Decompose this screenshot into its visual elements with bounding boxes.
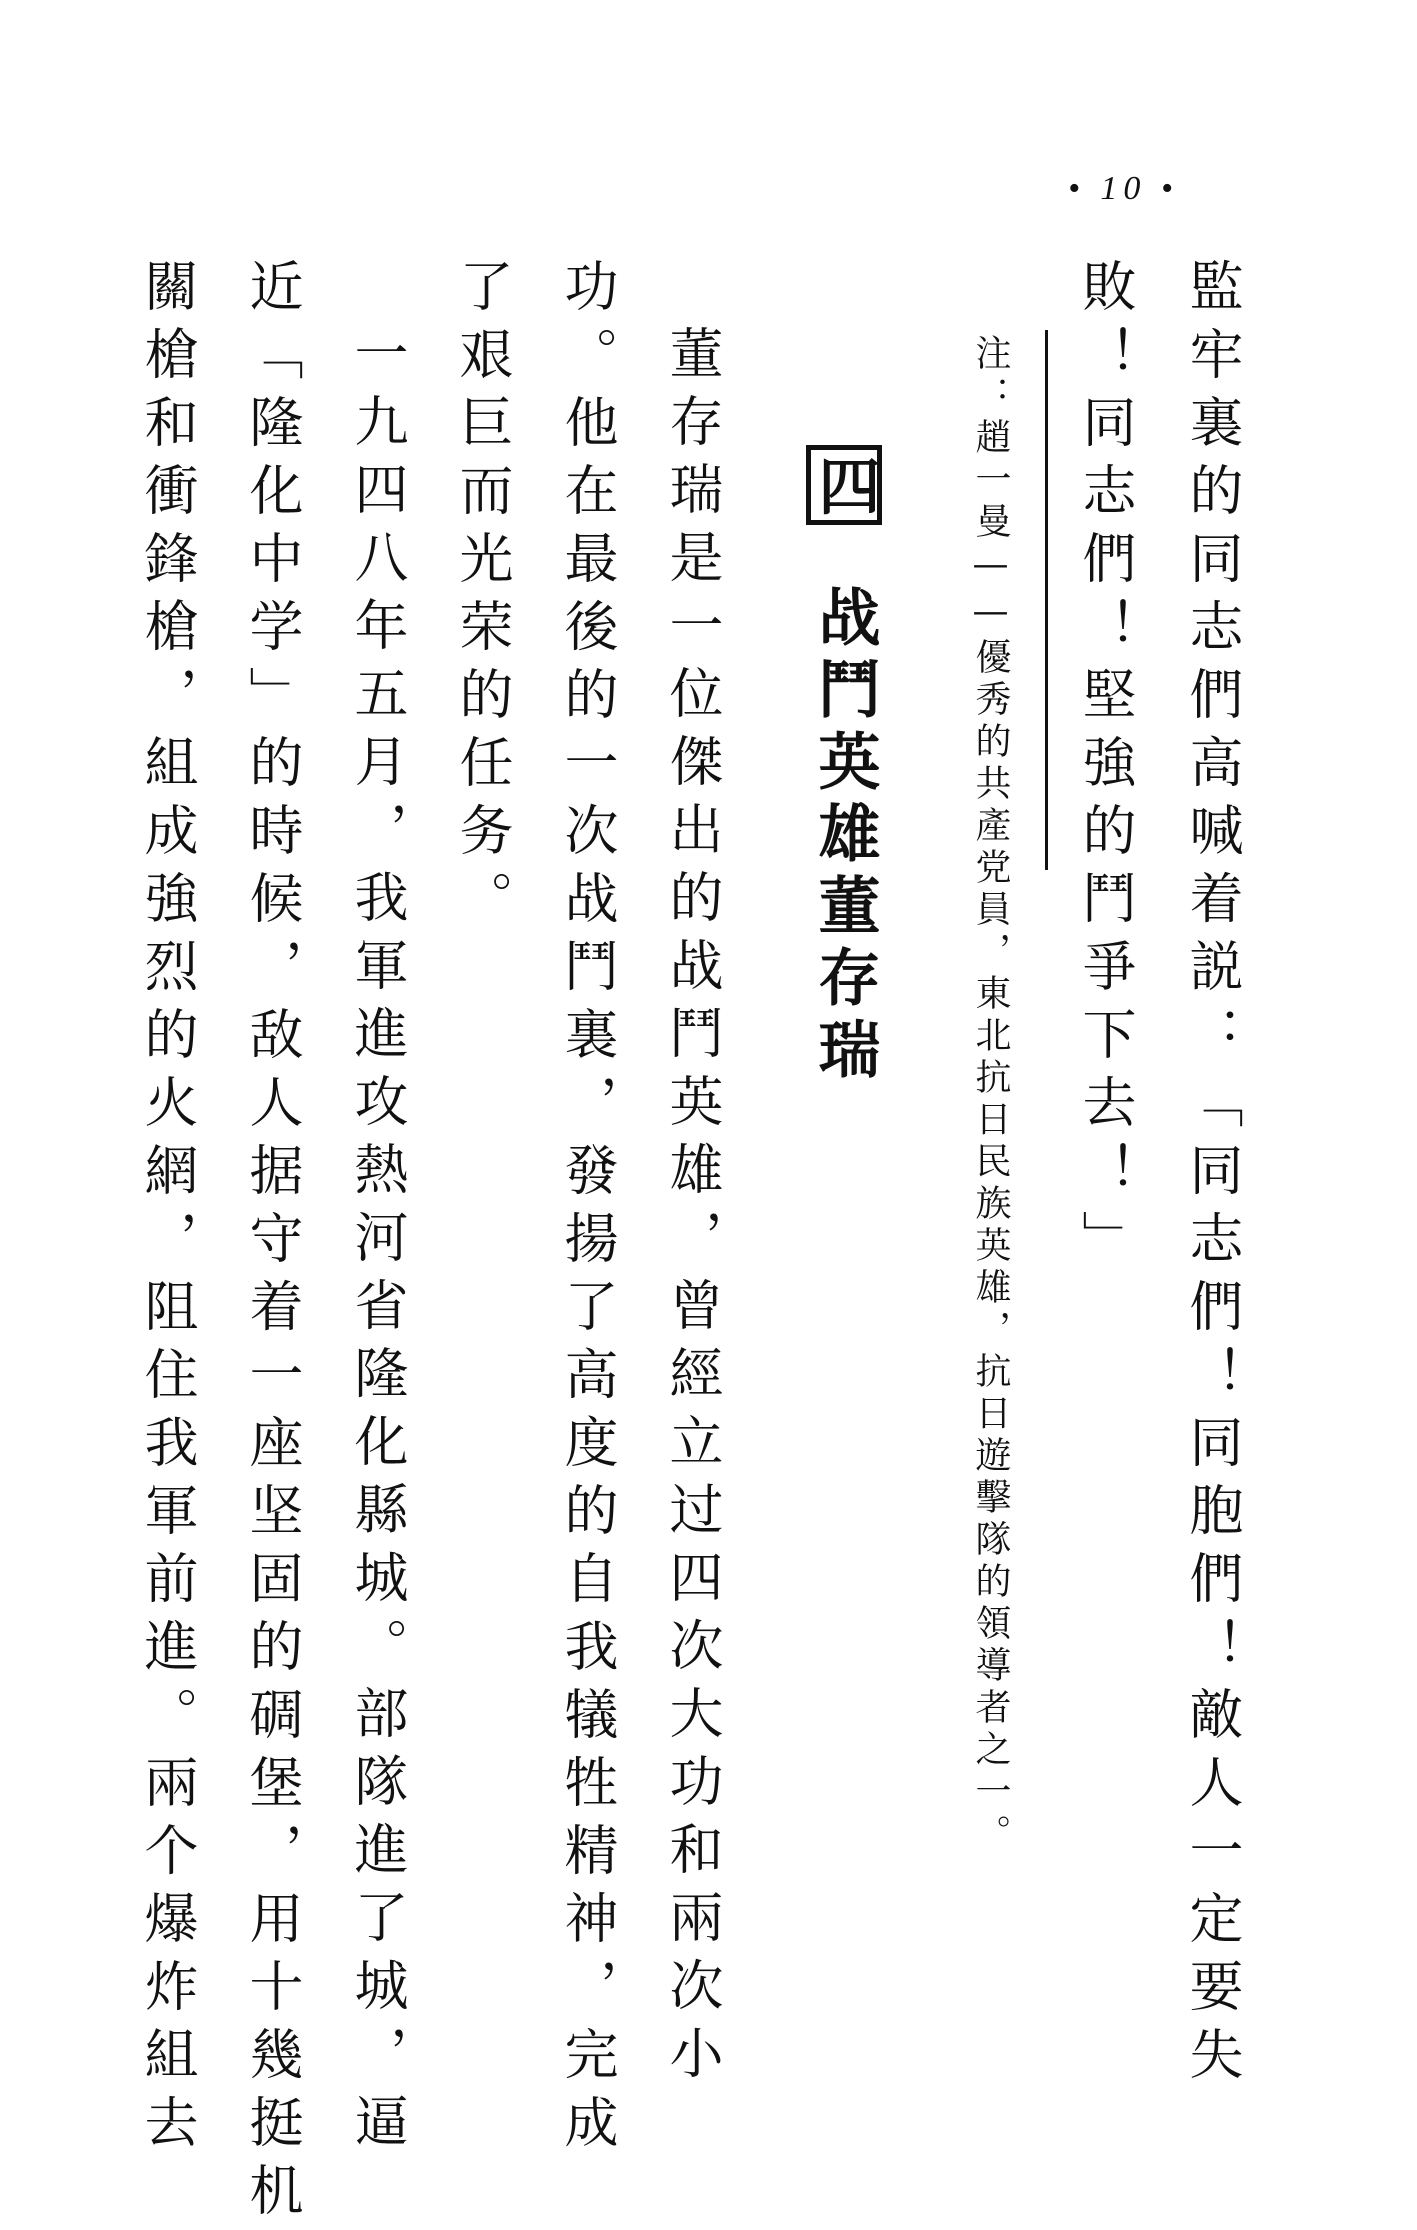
footnote: 注：趙一曼——優秀的共產党員，東北抗日民族英雄，抗日遊擊隊的領導者之一。 xyxy=(970,334,1011,1856)
section-heading xyxy=(806,445,882,1089)
section-title: 战鬥英雄董存瑞 xyxy=(808,585,881,1089)
text-column-5: 功。他在最後的一次战鬥裏，發揚了高度的自我犠牲精神，完成 xyxy=(556,258,619,2162)
text-column-7: 一九四八年五月，我軍進攻熱河省隆化縣城。部隊進了城，逼 xyxy=(346,325,409,2161)
text-column-1: 監牢裏的同志們高喊着説：「同志們！同胞們！敵人一定要失 xyxy=(1181,258,1244,2094)
text-column-6: 了艰巨而光荣的任务。 xyxy=(451,258,514,938)
footnote-divider xyxy=(1045,330,1048,870)
text-column-4: 董存瑞是一位傑出的战鬥英雄，曾經立过四次大功和兩次小 xyxy=(661,325,724,2093)
text-column-8: 近「隆化中学」的時候，敌人据守着一座坚固的碉堡，用十幾挺机 xyxy=(241,258,304,2230)
text-column-2: 敗！同志們！堅強的鬥爭下去！」 xyxy=(1074,258,1137,1278)
page-number: • 10 • xyxy=(1068,170,1179,207)
section-number: 四 xyxy=(806,445,882,525)
text-column-9: 關槍和衝鋒槍，組成強烈的火網，阻住我軍前進。兩个爆炸組去 xyxy=(136,258,199,2162)
